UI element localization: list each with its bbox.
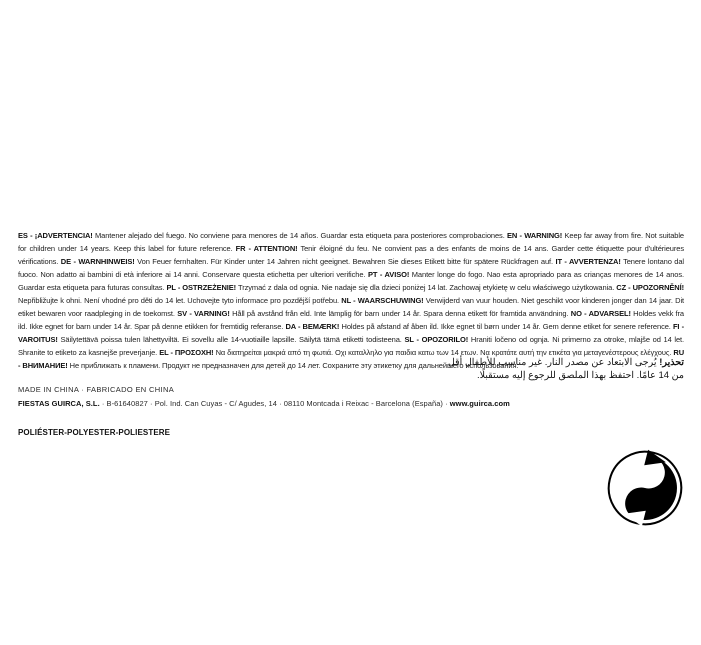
warning-label-fr: FR - ATTENTION! — [235, 243, 298, 253]
arabic-warning-line1: تحذير! يُرجى الابتعاد عن مصدر النار. غير مناسب للأطفال أقل — [447, 357, 684, 368]
warning-label-sv: SV - VARNING! — [177, 308, 230, 318]
arabic-warning-line2: من 14 عامًا. احتفظ بهذا الملصق للرجوع إليه مستقبلًا. — [476, 370, 684, 381]
material-line: POLIÉSTER-POLYESTER-POLIESTERE — [18, 428, 171, 437]
company-website: www.guirca.com — [449, 399, 510, 408]
warning-label-fi: FI - VAROITUS! — [18, 321, 684, 344]
arabic-warning-label: تحذير! — [659, 357, 684, 368]
warning-label-ru: RU - ВНИМАНИЕ! — [18, 347, 685, 370]
warning-label-da: DA - BEMÆRK! — [285, 321, 340, 331]
arabic-warning-block — [354, 356, 684, 382]
warning-label-sl: SL - OPOZORILO! — [404, 334, 469, 344]
warning-label-de: DE - WARNHINWEIS! — [60, 256, 135, 266]
warning-label-es: ES - ¡ADVERTENCIA! — [18, 230, 93, 240]
warning-label-cz: CZ - UPOZORNĚNÍ! — [616, 282, 684, 292]
warning-label-pt: PT - AVISO! — [367, 269, 410, 279]
company-details: · B-61640827 · Pol. Ind. Can Cuyas - C/ Agudes, 14 · 08110 Montcada i Reixac - Barcelona (España) · — [99, 399, 450, 408]
warning-label-it: IT - AVVERTENZA! — [555, 256, 621, 266]
warning-label-no: NO - ADVARSEL! — [570, 308, 631, 318]
made-in-line: MADE IN CHINA · FABRICADO EN CHINA — [18, 385, 175, 394]
company-line — [18, 399, 510, 409]
warning-label-el: EL - ΠΡΟΣΟΧΗ! — [159, 347, 214, 357]
company-name: FIESTAS GUIRCA, S.L. — [18, 399, 100, 408]
warning-label-nl: NL - WAARSCHUWING! — [341, 295, 424, 305]
warnings-paragraph: ES - ¡ADVERTENCIA! Mantener alejado del fuego. No conviene para menores de 14 años. Guardar esta etiqueta para posteriores comprobaciones. EN - WARNING! Keep far away from fire. Not suitable for children under 14 years. Keep this label for future reference. FR - ATTENTION! Tenir éloigné du feu. Ne convient pas a des enfants de moins de 14 ans. Garder cette étiquette pour d'ultérieures vérifications. DE - WARNHINWEIS! Von Feuer fernhalten. Für Kinder unter 14 Jahren nicht geeignet. Bewahren Sie dieses Etikett bitte für spätere Rückfragen auf. IT - AVVERTENZA! Tenere lontano dal fuoco. Non adatto ai bambini di età inferiore ai 14 anni. Conservare questa etichetta per ulteriori verifiche. PT - AVISO! Manter longe do fogo. Nao esta apropriado para as crianças menores de 14 anos. Guardar esta etiqueta para futuras consultas. PL - OSTRZEŻENIE! Trzymać z dala od ognia. Nie nadaje się dla dzieci poniżej 14 lat. Zachowaj etykietę w celu właściwego użytkowania. CZ - UPOZORNĚNÍ! Nepřibližujte k ohni. Není vhodné pro děti do 14 let. Uchovejte tyto informace pro pozdější potřebu. NL - WAARSCHUWING! Verwijderd van vuur houden. Niet geschikt voor kinderen jonger dan 14 jaar. Dit etiket bewaren voor raadpleging in de toekomst. SV - VARNING! Håll på avstånd från eld. Inte lämplig för barn under 14 år. Spara denna etikett för framtida användning. NO - ADVARSEL! Holdes vekk fra ild. Ikke egnet for barn under 14 år. Spar på denne etikken for fremtidig referanse. DA - BEMÆRK! Holdes på afstand af åben ild. Ikke egnet til børn under 14 år. Gem denne etiket for senere reference. FI - VAROITUS! Säilytettävä poissa tulen lähettyviltä. Ei sovellu alle 14-vuotiaille lapsille. Säilytä tämä etiketti todisteena. SL - OPOZORILO! Hraniti ločeno od ognja. Ni primerno za otroke, mlajše od 14 let. Shranite to etiketo za kasnejše preverjanje. EL - ΠΡΟΣΟΧΗ! Να διατηρείται μακριά από τη φωτιά. Οχι καταλληλο για παιδια κατω των 14 ετων. Να κρατάτε αυτή την ετικέτα για μεταγενέστερους ελέγχους. RU - ВНИМАНИЕ! Не приближать к пламени. Продукт не предназначен для детей до 14 лет. Сохраните эту этикетку для дальнейшего использования. — [18, 230, 685, 370]
warning-label-en: EN - WARNING! — [507, 230, 563, 240]
warning-label-pl: PL - OSTRZEŻENIE! — [166, 282, 237, 292]
green-dot-recycling-icon — [606, 449, 684, 527]
